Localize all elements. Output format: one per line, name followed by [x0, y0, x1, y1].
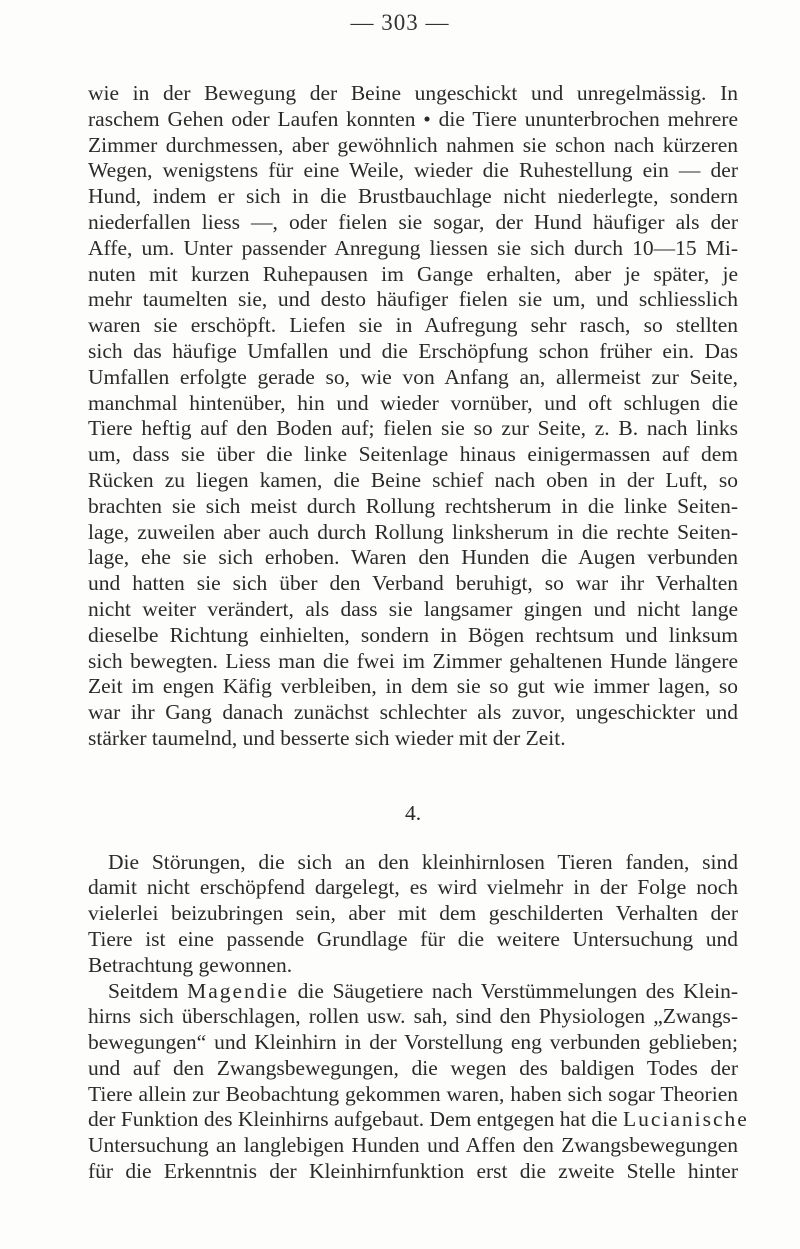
text-line: sich das häufige Umfallen und die Erschöpfung schon früher ein. Das	[88, 338, 738, 363]
text-line: Betrachtung gewonnen.	[88, 952, 293, 977]
text-line: nicht weiter verändert, als dass sie langsamer gingen und nicht lange	[88, 596, 738, 621]
text-line: Tiere allein zur Beobachtung gekommen waren, haben sich sogar Theorien	[88, 1081, 738, 1106]
section-number: 4.	[404, 800, 422, 825]
text-fragment: die Säugetiere nach Verstümmelungen des Klein-	[289, 978, 738, 1003]
text-line: Hund, indem er sich in die Brustbauchlage nicht niederlegte, sondern	[88, 184, 738, 209]
text-line: Zimmer durchmessen, aber gewöhnlich nahmen sie schon nach kürzeren	[88, 132, 738, 157]
text-line: war ihr Gang danach zunächst schlechter als zuvor, ungeschickter und	[88, 700, 738, 725]
text-line: damit nicht erschöpfend dargelegt, es wird vielmehr in der Folge noch	[88, 875, 738, 900]
text-line: lage, ehe sie sich erhoben. Waren den Hunden die Augen verbunden	[88, 545, 738, 570]
paragraph-3	[88, 978, 749, 1185]
text-line: Wegen, wenigstens für eine Weile, wieder die Ruhestellung ein — der	[88, 158, 738, 183]
text-line: mehr taumelten sie, und desto häufiger fielen sie um, und schliesslich	[88, 287, 738, 312]
text-line: brachten sie sich meist durch Rollung rechtsherum in die linke Seiten-	[88, 493, 738, 518]
text-line: Rücken zu liegen kamen, die Beine schief nach oben in der Luft, so	[88, 467, 738, 492]
text-line: manchmal hintenüber, hin und wieder vornüber, und oft schlugen die	[88, 390, 738, 415]
text-line: vielerlei beizubringen sein, aber mit dem geschilderten Verhalten der	[88, 901, 738, 926]
paragraph-1	[88, 81, 738, 752]
page-number: — 303 —	[350, 10, 450, 35]
text-line: Zeit im engen Käfig verbleiben, in dem sie so gut wie immer lagen, so	[88, 674, 738, 699]
text-line	[88, 979, 738, 1005]
body-text	[88, 81, 749, 1185]
text-fragment: der Funktion des Kleinhirns aufgebaut. Dem entgegen hat die	[88, 1107, 623, 1132]
text-line: hirns sich überschlagen, rollen usw. sah, sind den Physiologen „Zwangs-	[88, 1004, 738, 1029]
text-line: Die Störungen, die sich an den kleinhirnlosen Tieren fanden, sind	[108, 849, 738, 874]
text-line: um, dass sie über die linke Seitenlage hinaus einigermassen auf dem	[88, 442, 738, 467]
text-fragment: Seitdem	[108, 978, 188, 1003]
text-line: waren sie erschöpft. Liefen sie in Aufregung sehr rasch, so stellten	[88, 313, 738, 338]
text-line: Affe, um. Unter passender Anregung liessen sie sich durch 10—15 Mi-	[88, 235, 738, 260]
author-name-luciani: Lucianische	[622, 1107, 749, 1132]
text-line: und auf den Zwangsbewegungen, die wegen des baldigen Todes der	[88, 1055, 738, 1080]
text-line: stärker taumelnd, und besserte sich wieder mit der Zeit.	[88, 725, 566, 750]
text-line: Umfallen erfolgte gerade so, wie von Anfang an, allermeist zur Seite,	[88, 364, 738, 389]
text-line: für die Erkenntnis der Kleinhirnfunktion erst die zweite Stelle hinter	[88, 1159, 738, 1184]
paragraph-2	[88, 850, 738, 979]
text-line: Untersuchung an langlebigen Hunden und Affen den Zwangsbewegungen	[88, 1133, 738, 1158]
text-line	[88, 1107, 749, 1133]
text-line: wie in der Bewegung der Beine ungeschickt und unregelmässig. In	[88, 81, 738, 105]
text-line: nuten mit kurzen Ruhepausen im Gange erhalten, aber je später, je	[88, 261, 738, 286]
text-line: lage, zuweilen aber auch durch Rollung linksherum in die rechte Seiten-	[88, 519, 738, 544]
text-line: Tiere heftig auf den Boden auf; fielen sie so zur Seite, z. B. nach links	[88, 416, 738, 441]
text-line: und hatten sie sich über den Verband beruhigt, so war ihr Verhalten	[88, 571, 738, 596]
text-line: Tiere ist eine passende Grundlage für die weitere Untersuchung und	[88, 926, 738, 951]
author-name-magendie: Magendie	[187, 978, 290, 1003]
text-line: niederfallen liess —, oder fielen sie sogar, der Hund häufiger als der	[88, 209, 738, 234]
text-line: bewegungen“ und Kleinhirn in der Vorstellung eng verbunden geblieben;	[88, 1030, 738, 1055]
text-line: raschem Gehen oder Laufen konnten • die Tiere ununterbrochen mehrere	[88, 106, 738, 131]
text-line: dieselbe Richtung einhielten, sondern in Bögen rechtsum und linksum	[88, 622, 738, 647]
text-line: sich bewegten. Liess man die fwei im Zimmer gehaltenen Hunde längere	[88, 648, 738, 673]
